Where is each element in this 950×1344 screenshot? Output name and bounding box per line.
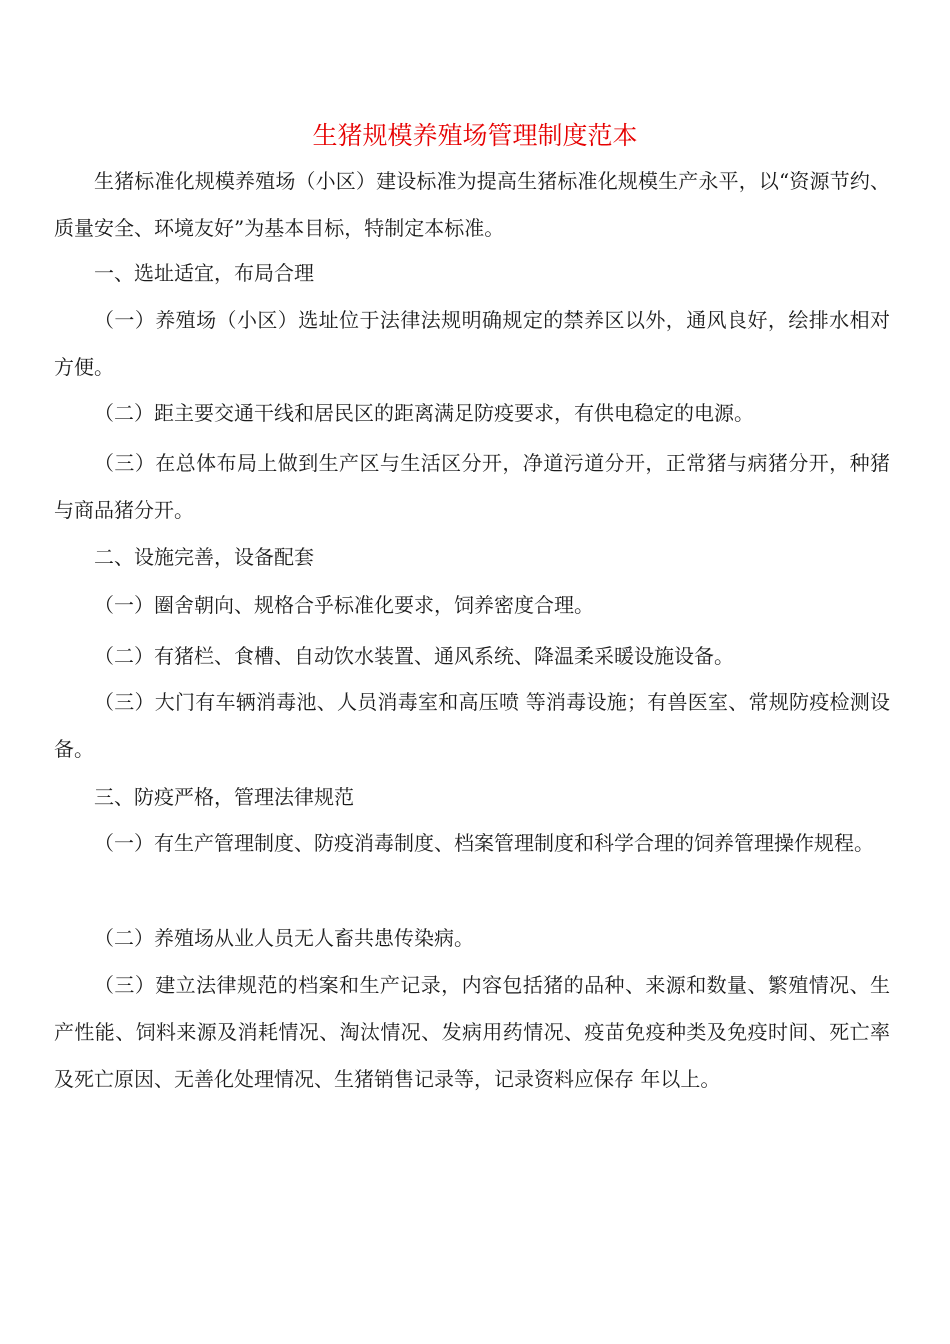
paragraph-3-3: （三）建立法律规范的档案和生产记录，内容包括猪的品种、来源和数量、繁殖情况、生产性能、饲料来源及消耗情况、淘汰情况、发病用药情况、疫苗免疫种类及免疫时间、死亡率及死亡原因、无善化处理情况、生猪销售记录等，记录资料应保存 年以上。 <box>54 973 890 1091</box>
paragraph-1-3: （三）在总体布局上做到生产区与生活区分开，净道污道分开，正常猪与病猪分开，种猪与商品猪分开。 <box>54 451 890 522</box>
intro-paragraph: 生猪标准化规模养殖场（小区）建设标准为提高生猪标准化规模生产永平，以“资源节约、质量安全、环境友好”为基本目标，特制定本标准。 <box>54 169 890 240</box>
paragraph-1-2: （二）距主要交通干线和居民区的距离满足防疫要求，有供电稳定的电源。 <box>94 401 754 425</box>
document-title: 生猪规模养殖场管理制度范本 <box>312 121 638 150</box>
paragraph-2-2: （二）有猪栏、食槽、自动饮水装置、通风系统、降温柔采暖设施设备。 <box>94 644 734 668</box>
section-heading-1: 一、选址适宜，布局合理 <box>94 261 314 285</box>
section-heading-2: 二、设施完善，设备配套 <box>94 545 314 569</box>
section-heading-3: 三、防疫严格，管理法律规范 <box>94 785 354 809</box>
paragraph-3-2: （二）养殖场从业人员无人畜共患传染病。 <box>94 926 474 950</box>
paragraph-3-1: （一）有生产管理制度、防疫消毒制度、档案管理制度和科学合理的饲养管理操作规程。 <box>94 831 874 855</box>
paragraph-1-1: （一）养殖场（小区）选址位于法律法规明确规定的禁养区以外，通风良好，绘排水相对方便。 <box>54 308 890 379</box>
paragraph-2-1: （一）圈舍朝向、规格合乎标准化要求，饲养密度合理。 <box>94 593 594 617</box>
paragraph-2-3: （三）大门有车辆消毒池、人员消毒室和高压喷 等消毒设施；有兽医室、常规防疫检测设备。 <box>54 690 890 761</box>
